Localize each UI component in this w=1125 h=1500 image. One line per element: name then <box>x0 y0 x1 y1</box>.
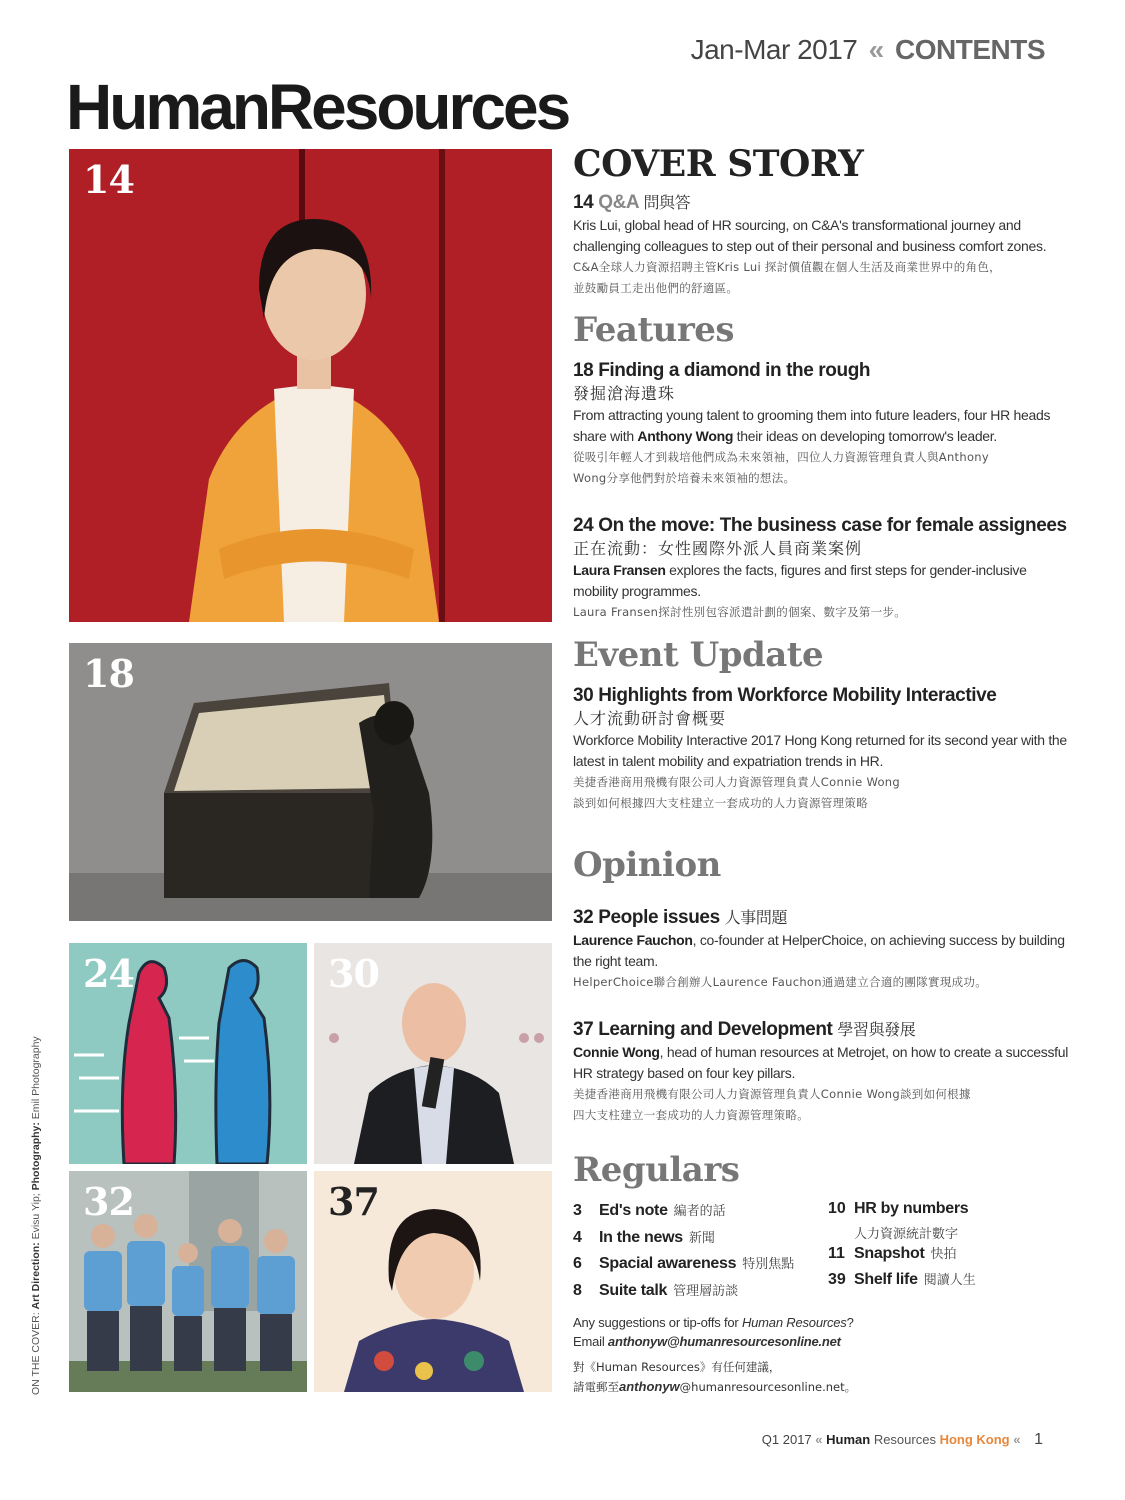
regulars-right-list <box>828 1200 1068 1296</box>
page-number-14: 14 <box>83 157 134 202</box>
page-number-18: 18 <box>83 651 134 696</box>
regular-item-3[interactable] <box>573 1200 813 1227</box>
opinion-37-desc <box>573 1042 1073 1084</box>
event-30-desc: Workforce Mobility Interactive 2017 Hong Kong returned for its second year with the latest in talent mobility and expatriation trends in HR. <box>573 732 1067 769</box>
footer-hong-kong: Hong Kong <box>935 1432 1010 1447</box>
opinion-32-title: 32 People issues <box>573 907 720 928</box>
regular-zh-snapshot: 快拍 <box>930 1246 957 1262</box>
page-number-32: 32 <box>83 1179 134 1224</box>
opinion-37-zh-desc-2: 四大支柱建立一套成功的人力資源管理策略。 <box>573 1108 809 1122</box>
footer-chevron-icon: « <box>815 1432 823 1447</box>
credit-photo-value: Emil Photography <box>30 1036 42 1123</box>
footer-chevron-icon-2: « <box>1013 1432 1021 1447</box>
cover-story-desc: Kris Lui, global head of HR sourcing, on C&A's transformational journey and challenging colleagues to step out of their personal and business comfort zones. <box>573 217 1047 254</box>
masthead-logo: HumanResources <box>66 71 569 143</box>
credit-photo-label: Photography: <box>30 1122 42 1191</box>
cover-story-zh-name: 問與答 <box>643 193 691 212</box>
treasure-chest-illustration <box>69 643 552 921</box>
footer-human: Human <box>826 1432 871 1447</box>
female-assignees-illustration-photo[interactable] <box>69 943 307 1164</box>
suggest-email-link[interactable]: anthonyw@humanresourcesonline.net <box>607 1334 841 1349</box>
cover-story-photo[interactable] <box>69 149 552 622</box>
feature-18-desc-b: their ideas on developing tomorrow's leader. <box>733 428 997 444</box>
regular-zh-suite-talk: 管理層訪談 <box>673 1283 739 1299</box>
cover-woman-illustration <box>69 149 552 622</box>
regular-title-eds-note: Ed's note <box>599 1202 668 1219</box>
opinion-item-37[interactable] <box>573 1018 1073 1126</box>
regulars-heading: Regulars <box>573 1150 740 1190</box>
regular-page-10: 10 <box>828 1200 846 1217</box>
issue-date: Jan-Mar 2017 <box>690 34 858 65</box>
regular-page-3: 3 <box>573 1202 582 1219</box>
feature-24-desc-b: explores the facts, figures and first steps for gender-inclusive mobility programmes. <box>573 562 1027 599</box>
regular-page-39: 39 <box>828 1271 846 1288</box>
feature-18-zh-desc-1: 從吸引年輕人才到栽培他們成為未來領袖，四位人力資源管理負責人與Anthony <box>573 450 989 464</box>
regular-title-suite-talk: Suite talk <box>599 1281 668 1299</box>
team-photo[interactable] <box>69 1171 307 1392</box>
cover-story-head <box>573 191 1073 215</box>
footer-page-number: 1 <box>1034 1431 1043 1448</box>
cover-story-zh-desc-2: 並鼓勵員工走出他們的舒適區。 <box>573 281 739 295</box>
regular-title-in-the-news: In the news <box>599 1228 683 1246</box>
suggest-magazine-name: Human Resources <box>741 1315 847 1330</box>
event-30-zh-title: 人才流動研討會概要 <box>573 709 727 728</box>
cover-story-zh-desc-1: C&A全球人力資源招聘主管Kris Lui 探討價值觀在個人生活及商業世界中的角色， <box>573 260 1001 274</box>
suggest-zh-email-label: 請電郵至 <box>573 1380 619 1394</box>
regular-title-snapshot: Snapshot <box>854 1244 925 1262</box>
feature-18-desc-a: From attracting young talent to grooming them into future leaders, four HR heads share with <box>573 407 1051 444</box>
contents-label: CONTENTS <box>895 34 1045 65</box>
regular-zh-hr-by-numbers: 人力資源統計數字 <box>854 1226 959 1242</box>
feature-18-zh-title: 發掘滄海遺珠 <box>573 384 676 403</box>
cover-story-item[interactable] <box>573 191 1073 299</box>
opinion-32-desc <box>573 930 1073 972</box>
event-30-zh-desc-1: 美捷香港商用飛機有限公司人力資源管理負責人Connie Wong <box>573 775 900 789</box>
opinion-37-desc-b: , head of human resources at Metrojet, on how to create a successful HR strategy based on four key pillars. <box>573 1044 1069 1081</box>
suggestions-note-zh <box>573 1358 1053 1397</box>
regular-zh-in-the-news: 新聞 <box>688 1230 715 1246</box>
regulars-left-list <box>573 1200 813 1306</box>
feature-18-zh-desc-2: Wong分享他們對於培養未來領袖的想法。 <box>573 471 796 485</box>
opinion-32-zh-title: 人事問題 <box>724 908 788 927</box>
regular-zh-spacial-awareness: 特別焦點 <box>742 1257 795 1272</box>
event-item-30[interactable] <box>573 684 1073 814</box>
opinion-37-author: Connie Wong <box>573 1044 660 1060</box>
credit-prefix: ON THE COVER: <box>30 1309 42 1395</box>
suggestions-note <box>573 1313 1053 1351</box>
credit-art-label: Art Direction: <box>30 1242 42 1310</box>
credit-art-value: Evisu Yip; <box>30 1190 42 1243</box>
connie-wong-photo[interactable] <box>314 1171 552 1392</box>
issue-date-header <box>691 34 1045 66</box>
event-update-heading: Event Update <box>573 635 824 675</box>
cover-story-num: 14 <box>573 192 594 213</box>
page-footer <box>762 1431 1043 1449</box>
features-heading: Features <box>573 310 735 350</box>
cover-story-heading: COVER STORY <box>573 143 864 185</box>
feature-18-author: Anthony Wong <box>637 428 734 444</box>
suggest-text-a: Any suggestions or tip-offs for <box>573 1315 742 1330</box>
regular-item-39[interactable] <box>828 1269 1068 1296</box>
opinion-37-zh-desc-1: 美捷香港商用飛機有限公司人力資源管理負責人Connie Wong談到如何根據 <box>573 1087 971 1101</box>
feature-24-author: Laura Fransen <box>573 562 666 578</box>
regular-title-spacial-awareness: Spacial awareness <box>599 1255 737 1272</box>
opinion-32-zh-desc-1: HelperChoice聯合創辦人Laurence Fauchon通過建立合適的團隊實現成功。 <box>573 975 988 989</box>
regular-zh-eds-note: 編者的話 <box>673 1204 726 1219</box>
regular-item-6[interactable] <box>573 1253 813 1280</box>
suggest-email-label: Email <box>573 1334 608 1349</box>
event-30-zh-desc-2: 談到如何根據四大支柱建立一套成功的人力資源管理策略 <box>573 796 868 810</box>
suggest-zh-email-domain[interactable]: @humanresourcesonline.net。 <box>679 1380 857 1394</box>
feature-item-18[interactable] <box>573 359 1073 489</box>
regular-title-shelf-life: Shelf life <box>854 1271 918 1288</box>
opinion-37-head <box>573 1018 1073 1042</box>
regular-item-4[interactable] <box>573 1227 813 1254</box>
feature-24-zh-title: 正在流動：女性國際外派人員商業案例 <box>573 539 863 558</box>
opinion-heading: Opinion <box>573 845 721 885</box>
footer-resources: Resources <box>870 1432 936 1447</box>
event-speaker-photo[interactable] <box>314 943 552 1164</box>
page-number-37: 37 <box>328 1179 379 1224</box>
feature-24-head: 24 On the move: The business case for female assignees <box>573 515 1067 536</box>
regular-zh-shelf-life: 閱讀人生 <box>923 1273 976 1288</box>
opinion-37-zh-title: 學習與發展 <box>837 1020 916 1039</box>
regular-page-4: 4 <box>573 1228 582 1246</box>
suggest-zh-email-user[interactable]: anthonyw <box>619 1379 680 1394</box>
opinion-32-head <box>573 906 1073 930</box>
page-number-24: 24 <box>83 951 134 996</box>
suggest-zh-line1: 對《Human Resources》有任何建議， <box>573 1360 781 1374</box>
regular-title-hr-by-numbers: HR by numbers <box>854 1200 969 1217</box>
cover-credit <box>30 1036 42 1395</box>
opinion-item-32[interactable] <box>573 906 1073 993</box>
page-number-30: 30 <box>328 951 379 996</box>
regular-item-8[interactable] <box>573 1280 813 1307</box>
cover-story-name: Q&A <box>598 192 639 213</box>
feature-item-24[interactable] <box>573 514 1073 623</box>
regular-page-8: 8 <box>573 1281 582 1299</box>
event-30-head: 30 Highlights from Workforce Mobility Interactive <box>573 685 997 706</box>
footer-issue: Q1 2017 <box>761 1432 812 1447</box>
regular-page-6: 6 <box>573 1255 582 1272</box>
regular-page-11: 11 <box>828 1244 845 1262</box>
opinion-37-title: 37 Learning and Development <box>573 1019 833 1040</box>
features-photo[interactable] <box>69 643 552 921</box>
regular-item-11[interactable] <box>828 1243 1068 1270</box>
chevron-icon: « <box>868 34 884 65</box>
feature-18-head: 18 Finding a diamond in the rough <box>573 360 871 381</box>
opinion-32-author: Laurence Fauchon <box>573 932 693 948</box>
feature-24-zh-desc-1: Laura Fransen探討性別包容派遣計劃的個案、數字及第一步。 <box>573 605 907 619</box>
feature-24-desc <box>573 560 1073 602</box>
feature-18-desc <box>573 405 1073 447</box>
opinion-32-desc-b: , co-founder at HelperChoice, on achieving success by building the right team. <box>573 932 1065 969</box>
suggest-text-b: ? <box>846 1315 854 1330</box>
